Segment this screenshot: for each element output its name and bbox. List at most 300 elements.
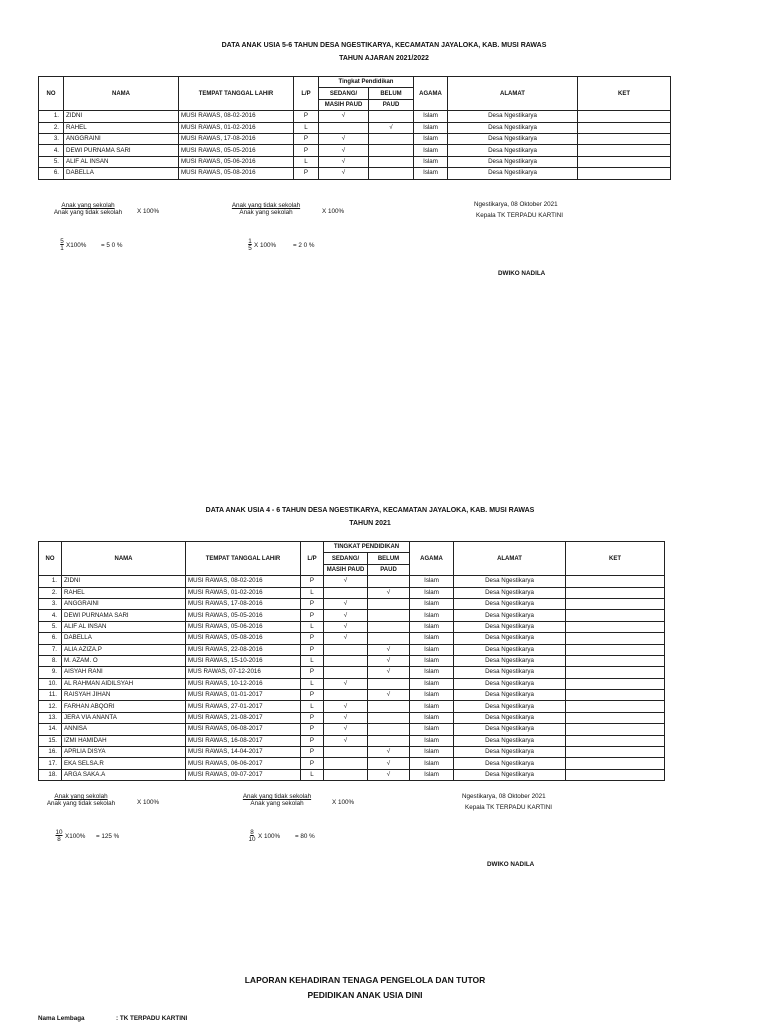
row-name: M. AZAM. O [62,655,186,666]
signer-position: Kepala TK TERPADU KARTINI [465,804,553,811]
row-address: Desa Ngestikarya [454,667,566,678]
header-alamat: ALAMAT [448,77,578,111]
row-number: 18. [39,769,62,780]
row-name: AISYAH RANI [62,667,186,678]
row-sedang: √ [324,576,368,587]
row-address: Desa Ngestikarya [454,758,566,769]
row-address: Desa Ngestikarya [448,145,578,156]
row-address: Desa Ngestikarya [454,587,566,598]
row-belum [368,576,410,587]
calc1-expression: X100% [65,833,86,840]
row-address: Desa Ngestikarya [454,610,566,621]
section2-subtitle: TAHUN 2021 [349,520,391,527]
row-religion: Islam [414,133,448,144]
row-birth: MUSI RAWAS, 05-06-2016 [186,621,301,632]
formula1-numerator: Anak yang sekolah [54,793,108,800]
row-name: ANNISA [62,724,186,735]
row-sedang: √ [324,633,368,644]
row-notes [566,655,665,666]
calc1-numerator: 10 [55,829,63,836]
section1-subtitle: TAHUN AJARAN 2021/2022 [339,55,429,62]
row-sedang: √ [319,111,369,122]
row-birth: MUSI RAWAS, 05-05-2016 [186,610,301,621]
row-birth: MUSI RAWAS, 01-02-2016 [186,587,301,598]
header-alamat: ALAMAT [454,542,566,576]
row-address: Desa Ngestikarya [454,724,566,735]
row-notes [566,769,665,780]
row-gender: P [294,168,319,179]
row-gender: L [301,587,324,598]
row-gender: L [294,156,319,167]
row-name: RAHEL [62,587,186,598]
row-notes [566,758,665,769]
row-religion: Islam [414,168,448,179]
row-gender: L [301,678,324,689]
row-belum [368,678,410,689]
calc1-denominator: 1 [60,245,64,252]
row-notes [566,633,665,644]
row-sedang [324,758,368,769]
row-number: 3. [39,598,62,609]
table-row [39,133,671,144]
header-ttl: TEMPAT TANGGAL LAHIR [186,542,301,576]
row-address: Desa Ngestikarya [454,655,566,666]
row-sedang [324,690,368,701]
row-religion: Islam [410,667,454,678]
row-religion: Islam [410,587,454,598]
row-name: APRLIA DISYA [62,747,186,758]
table-row [39,587,665,598]
row-gender: P [301,747,324,758]
formula1-multiplier: X 100% [137,208,160,215]
row-name: ALIF AL INSAN [62,621,186,632]
row-gender: P [301,576,324,587]
row-sedang: √ [324,712,368,723]
row-address: Desa Ngestikarya [454,690,566,701]
row-gender: P [301,724,324,735]
header-sedang: SEDANG/ [319,88,369,99]
header-paud: PAUD [369,99,414,110]
header-masih-paud: MASIH PAUD [319,99,369,110]
row-sedang [324,587,368,598]
row-belum [368,701,410,712]
row-religion: Islam [410,712,454,723]
row-religion: Islam [410,576,454,587]
formula1-multiplier: X 100% [137,799,160,806]
row-name: AL RAHMAN AIDILSYAH [62,678,186,689]
table-row [39,145,671,156]
row-birth: MUSI RAWAS, 21-08-2017 [186,712,301,723]
row-belum [368,712,410,723]
row-gender: L [301,701,324,712]
table-row [39,769,665,780]
row-sedang: √ [324,724,368,735]
row-number: 15. [39,735,62,746]
row-sedang: √ [324,621,368,632]
row-notes [566,667,665,678]
row-belum [368,610,410,621]
table-row [39,758,665,769]
table-row [39,610,665,621]
row-gender: L [294,122,319,133]
row-address: Desa Ngestikarya [454,598,566,609]
header-sedang: SEDANG/ [324,553,368,564]
table-row [39,690,665,701]
row-notes [578,145,671,156]
row-religion: Islam [414,111,448,122]
row-address: Desa Ngestikarya [454,735,566,746]
row-address: Desa Ngestikarya [454,712,566,723]
row-name: FARHAN ABQORI [62,701,186,712]
row-sedang [324,769,368,780]
calc2-denominator: 10 [248,836,256,843]
row-number: 1. [39,576,62,587]
signer-position: Kepala TK TERPADU KARTINI [476,212,564,219]
row-birth: MUSI RAWAS, 08-02-2016 [179,111,294,122]
row-sedang: √ [324,678,368,689]
row-address: Desa Ngestikarya [448,111,578,122]
row-sedang [324,747,368,758]
row-name: JERA VIA ANANTA [62,712,186,723]
row-number: 9. [39,667,62,678]
row-belum: √ [368,667,410,678]
row-notes [566,598,665,609]
row-address: Desa Ngestikarya [454,678,566,689]
calc2-denominator: 5 [248,245,252,252]
row-belum: √ [368,587,410,598]
formula2-fraction [222,202,310,216]
section1-table [38,76,671,180]
header-lp: L/P [301,542,324,576]
formula2-denominator: Anak yang sekolah [239,209,293,216]
row-name: RAHEL [64,122,179,133]
row-birth: MUSI RAWAS, 05-05-2016 [179,145,294,156]
row-birth: MUSI RAWAS, 05-06-2016 [179,156,294,167]
calc1-denominator: 8 [57,836,61,843]
row-sedang [324,644,368,655]
calc1-expression: X100% [66,242,87,249]
row-religion: Islam [410,610,454,621]
header-lp: L/P [294,77,319,111]
report-title: LAPORAN KEHADIRAN TENAGA PENGELOLA DAN TUTOR [244,975,486,985]
row-number: 13. [39,712,62,723]
calc1-fraction [58,238,66,252]
row-sedang: √ [324,701,368,712]
row-notes [566,724,665,735]
row-number: 4. [39,145,64,156]
calc2-expression: X 100% [254,242,277,249]
calc2-result: = 80 % [295,833,315,840]
header-ket: KET [578,77,671,111]
row-gender: P [301,633,324,644]
row-birth: MUSI RAWAS, 17-08-2016 [179,133,294,144]
section1-table-body [39,111,671,179]
row-birth: MUSI RAWAS, 06-08-2017 [186,724,301,735]
table-row [39,122,671,133]
header-paud: PAUD [368,564,410,575]
row-gender: P [301,610,324,621]
row-address: Desa Ngestikarya [454,633,566,644]
row-belum [368,633,410,644]
row-notes [578,168,671,179]
row-birth: MUS RAWAS, 07-12-2016 [186,667,301,678]
table-row [39,156,671,167]
row-birth: MUSI RAWAS, 16-08-2017 [186,735,301,746]
row-belum: √ [368,758,410,769]
row-sedang [324,655,368,666]
row-religion: Islam [410,735,454,746]
section2-title: DATA ANAK USIA 4 - 6 TAHUN DESA NGESTIKARYA, KECAMATAN JAYALOKA, KAB. MUSI RAWAS [205,507,535,514]
table-row [39,598,665,609]
row-gender: L [301,655,324,666]
row-religion: Islam [410,724,454,735]
table-row [39,655,665,666]
formula1-denominator: Anak yang tidak sekolah [46,800,116,807]
section1-title: DATA ANAK USIA 5-6 TAHUN DESA NGESTIKARYA, KECAMATAN JAYALOKA, KAB. MUSI RAWAS [221,42,547,49]
row-religion: Islam [410,633,454,644]
row-belum: √ [368,655,410,666]
row-name: ZIDNI [64,111,179,122]
table-row [39,576,665,587]
row-address: Desa Ngestikarya [454,621,566,632]
row-number: 2. [39,122,64,133]
row-name: IZMI HAMIDAH [62,735,186,746]
row-name: DABELLA [62,633,186,644]
formula1-numerator: Anak yang sekolah [61,202,115,209]
row-address: Desa Ngestikarya [454,769,566,780]
row-belum [369,145,414,156]
row-address: Desa Ngestikarya [448,122,578,133]
calc2-fraction [246,829,258,843]
header-nama: NAMA [64,77,179,111]
row-gender: P [301,598,324,609]
header-belum: BELUM [369,88,414,99]
row-notes [578,122,671,133]
row-religion: Islam [414,156,448,167]
row-birth: MUSI RAWAS, 05-08-2016 [179,168,294,179]
calc2-numerator: 8 [250,829,254,836]
row-birth: MUSI RAWAS, 06-06-2017 [186,758,301,769]
calc2-expression: X 100% [258,833,281,840]
row-birth: MUSI RAWAS, 27-01-2017 [186,701,301,712]
row-religion: Islam [410,769,454,780]
header-ket: KET [566,542,665,576]
row-belum [369,111,414,122]
formula1-denominator: Anak yang tidak sekolah [53,209,123,216]
row-sedang [319,122,369,133]
row-religion: Islam [410,758,454,769]
header-masih-paud: MASIH PAUD [324,564,368,575]
row-number: 16. [39,747,62,758]
table-row [39,667,665,678]
calc1-fraction [53,829,65,843]
formula2-fraction [234,793,320,807]
report-subtitle: PEDIDIKAN ANAK USIA DINI [307,990,423,1000]
row-name: ALIF AL INSAN [64,156,179,167]
row-belum: √ [368,769,410,780]
table-row [39,621,665,632]
row-sedang: √ [324,598,368,609]
row-birth: MUSI RAWAS, 17-08-2016 [186,598,301,609]
row-address: Desa Ngestikarya [454,701,566,712]
row-gender: L [301,769,324,780]
row-name: ARGA SAKA.A [62,769,186,780]
section2-table-body [39,576,665,781]
formula2-numerator: Anak yang tidak sekolah [242,793,312,800]
signer-name: DWIKO NADILA [498,270,546,277]
row-notes [566,587,665,598]
header-no: NO [39,542,62,576]
row-name: DABELLA [64,168,179,179]
row-number: 5. [39,621,62,632]
calc2-fraction [246,238,254,252]
row-sedang: √ [319,133,369,144]
row-number: 3. [39,133,64,144]
formula2-denominator: Anak yang sekolah [250,800,304,807]
row-gender: P [301,667,324,678]
row-notes [566,690,665,701]
row-birth: MUSI RAWAS, 15-10-2016 [186,655,301,666]
row-address: Desa Ngestikarya [448,133,578,144]
row-sedang: √ [319,168,369,179]
row-notes [578,156,671,167]
row-notes [566,576,665,587]
row-number: 17. [39,758,62,769]
row-sedang: √ [319,145,369,156]
row-birth: MUSI RAWAS, 22-08-2016 [186,644,301,655]
row-religion: Islam [410,598,454,609]
row-name: RAISYAH JIHAN [62,690,186,701]
row-sedang: √ [324,610,368,621]
row-birth: MUSI RAWAS, 09-07-2017 [186,769,301,780]
row-name: ALIA AZIZA.P [62,644,186,655]
calc2-numerator: 1 [248,238,252,245]
header-ttl: TEMPAT TANGGAL LAHIR [179,77,294,111]
row-belum: √ [369,122,414,133]
table-row [39,735,665,746]
table-row [39,724,665,735]
row-number: 14. [39,724,62,735]
row-name: EKA SELSA.R [62,758,186,769]
row-address: Desa Ngestikarya [454,747,566,758]
row-gender: P [301,644,324,655]
header-tingkat: TINGKAT PENDIDIKAN [324,542,410,553]
row-religion: Islam [410,678,454,689]
row-gender: P [301,758,324,769]
row-name: DEWI PURNAMA SARI [64,145,179,156]
table-row [39,644,665,655]
row-number: 1. [39,111,64,122]
row-belum [369,133,414,144]
formula2-numerator: Anak yang tidak sekolah [231,202,301,209]
header-tingkat: Tingkat Pendidikan [319,77,414,88]
header-belum: BELUM [368,553,410,564]
row-address: Desa Ngestikarya [454,644,566,655]
row-number: 12. [39,701,62,712]
row-belum [368,598,410,609]
row-religion: Islam [410,747,454,758]
row-religion: Islam [410,690,454,701]
row-religion: Islam [410,701,454,712]
row-name: ANGGRAINI [64,133,179,144]
row-belum [368,735,410,746]
institution-value: : TK TERPADU KARTINI [116,1015,188,1022]
place-date: Ngestikarya, 08 Oktober 2021 [462,793,546,800]
signer-name: DWIKO NADILA [487,861,535,868]
row-number: 7. [39,644,62,655]
row-religion: Islam [414,145,448,156]
formula1-fraction [43,793,119,807]
row-belum [368,724,410,735]
row-gender: P [301,712,324,723]
row-birth: MUSI RAWAS, 14-04-2017 [186,747,301,758]
row-number: 6. [39,633,62,644]
row-notes [566,644,665,655]
row-number: 11. [39,690,62,701]
row-gender: P [294,111,319,122]
table-row [39,747,665,758]
row-notes [566,747,665,758]
row-birth: MUSI RAWAS, 01-01-2017 [186,690,301,701]
row-number: 5. [39,156,64,167]
row-notes [566,621,665,632]
row-notes [566,678,665,689]
calc1-numerator: 5 [60,238,64,245]
row-number: 4. [39,610,62,621]
row-belum: √ [368,690,410,701]
row-notes [566,701,665,712]
formula2-multiplier: X 100% [332,799,355,806]
row-belum: √ [368,747,410,758]
row-notes [578,111,671,122]
row-sedang [324,667,368,678]
section2-table [38,541,665,781]
row-number: 10. [39,678,62,689]
row-sedang: √ [319,156,369,167]
row-notes [566,712,665,723]
table-row [39,712,665,723]
row-name: ZIDNI [62,576,186,587]
header-agama: AGAMA [410,542,454,576]
table-row [39,678,665,689]
row-gender: P [301,735,324,746]
row-name: DEWI PURNAMA SARI [62,610,186,621]
row-religion: Islam [410,655,454,666]
row-birth: MUSI RAWAS, 08-02-2016 [186,576,301,587]
row-gender: L [301,621,324,632]
table-row [39,701,665,712]
header-agama: AGAMA [414,77,448,111]
row-birth: MUSI RAWAS, 10-12-2016 [186,678,301,689]
row-name: ANGGRAINI [62,598,186,609]
row-number: 2. [39,587,62,598]
table-row [39,111,671,122]
row-gender: P [294,145,319,156]
place-date: Ngestikarya, 08 Oktober 2021 [474,201,558,208]
row-address: Desa Ngestikarya [454,576,566,587]
formula2-multiplier: X 100% [322,208,345,215]
row-address: Desa Ngestikarya [448,156,578,167]
institution-label: Nama Lembaga [38,1015,85,1022]
row-religion: Islam [410,621,454,632]
row-belum: √ [368,644,410,655]
row-birth: MUSI RAWAS, 01-02-2016 [179,122,294,133]
row-religion: Islam [414,122,448,133]
row-belum [369,156,414,167]
row-number: 8. [39,655,62,666]
calc1-result: = 5 0 % [101,242,123,249]
row-notes [578,133,671,144]
